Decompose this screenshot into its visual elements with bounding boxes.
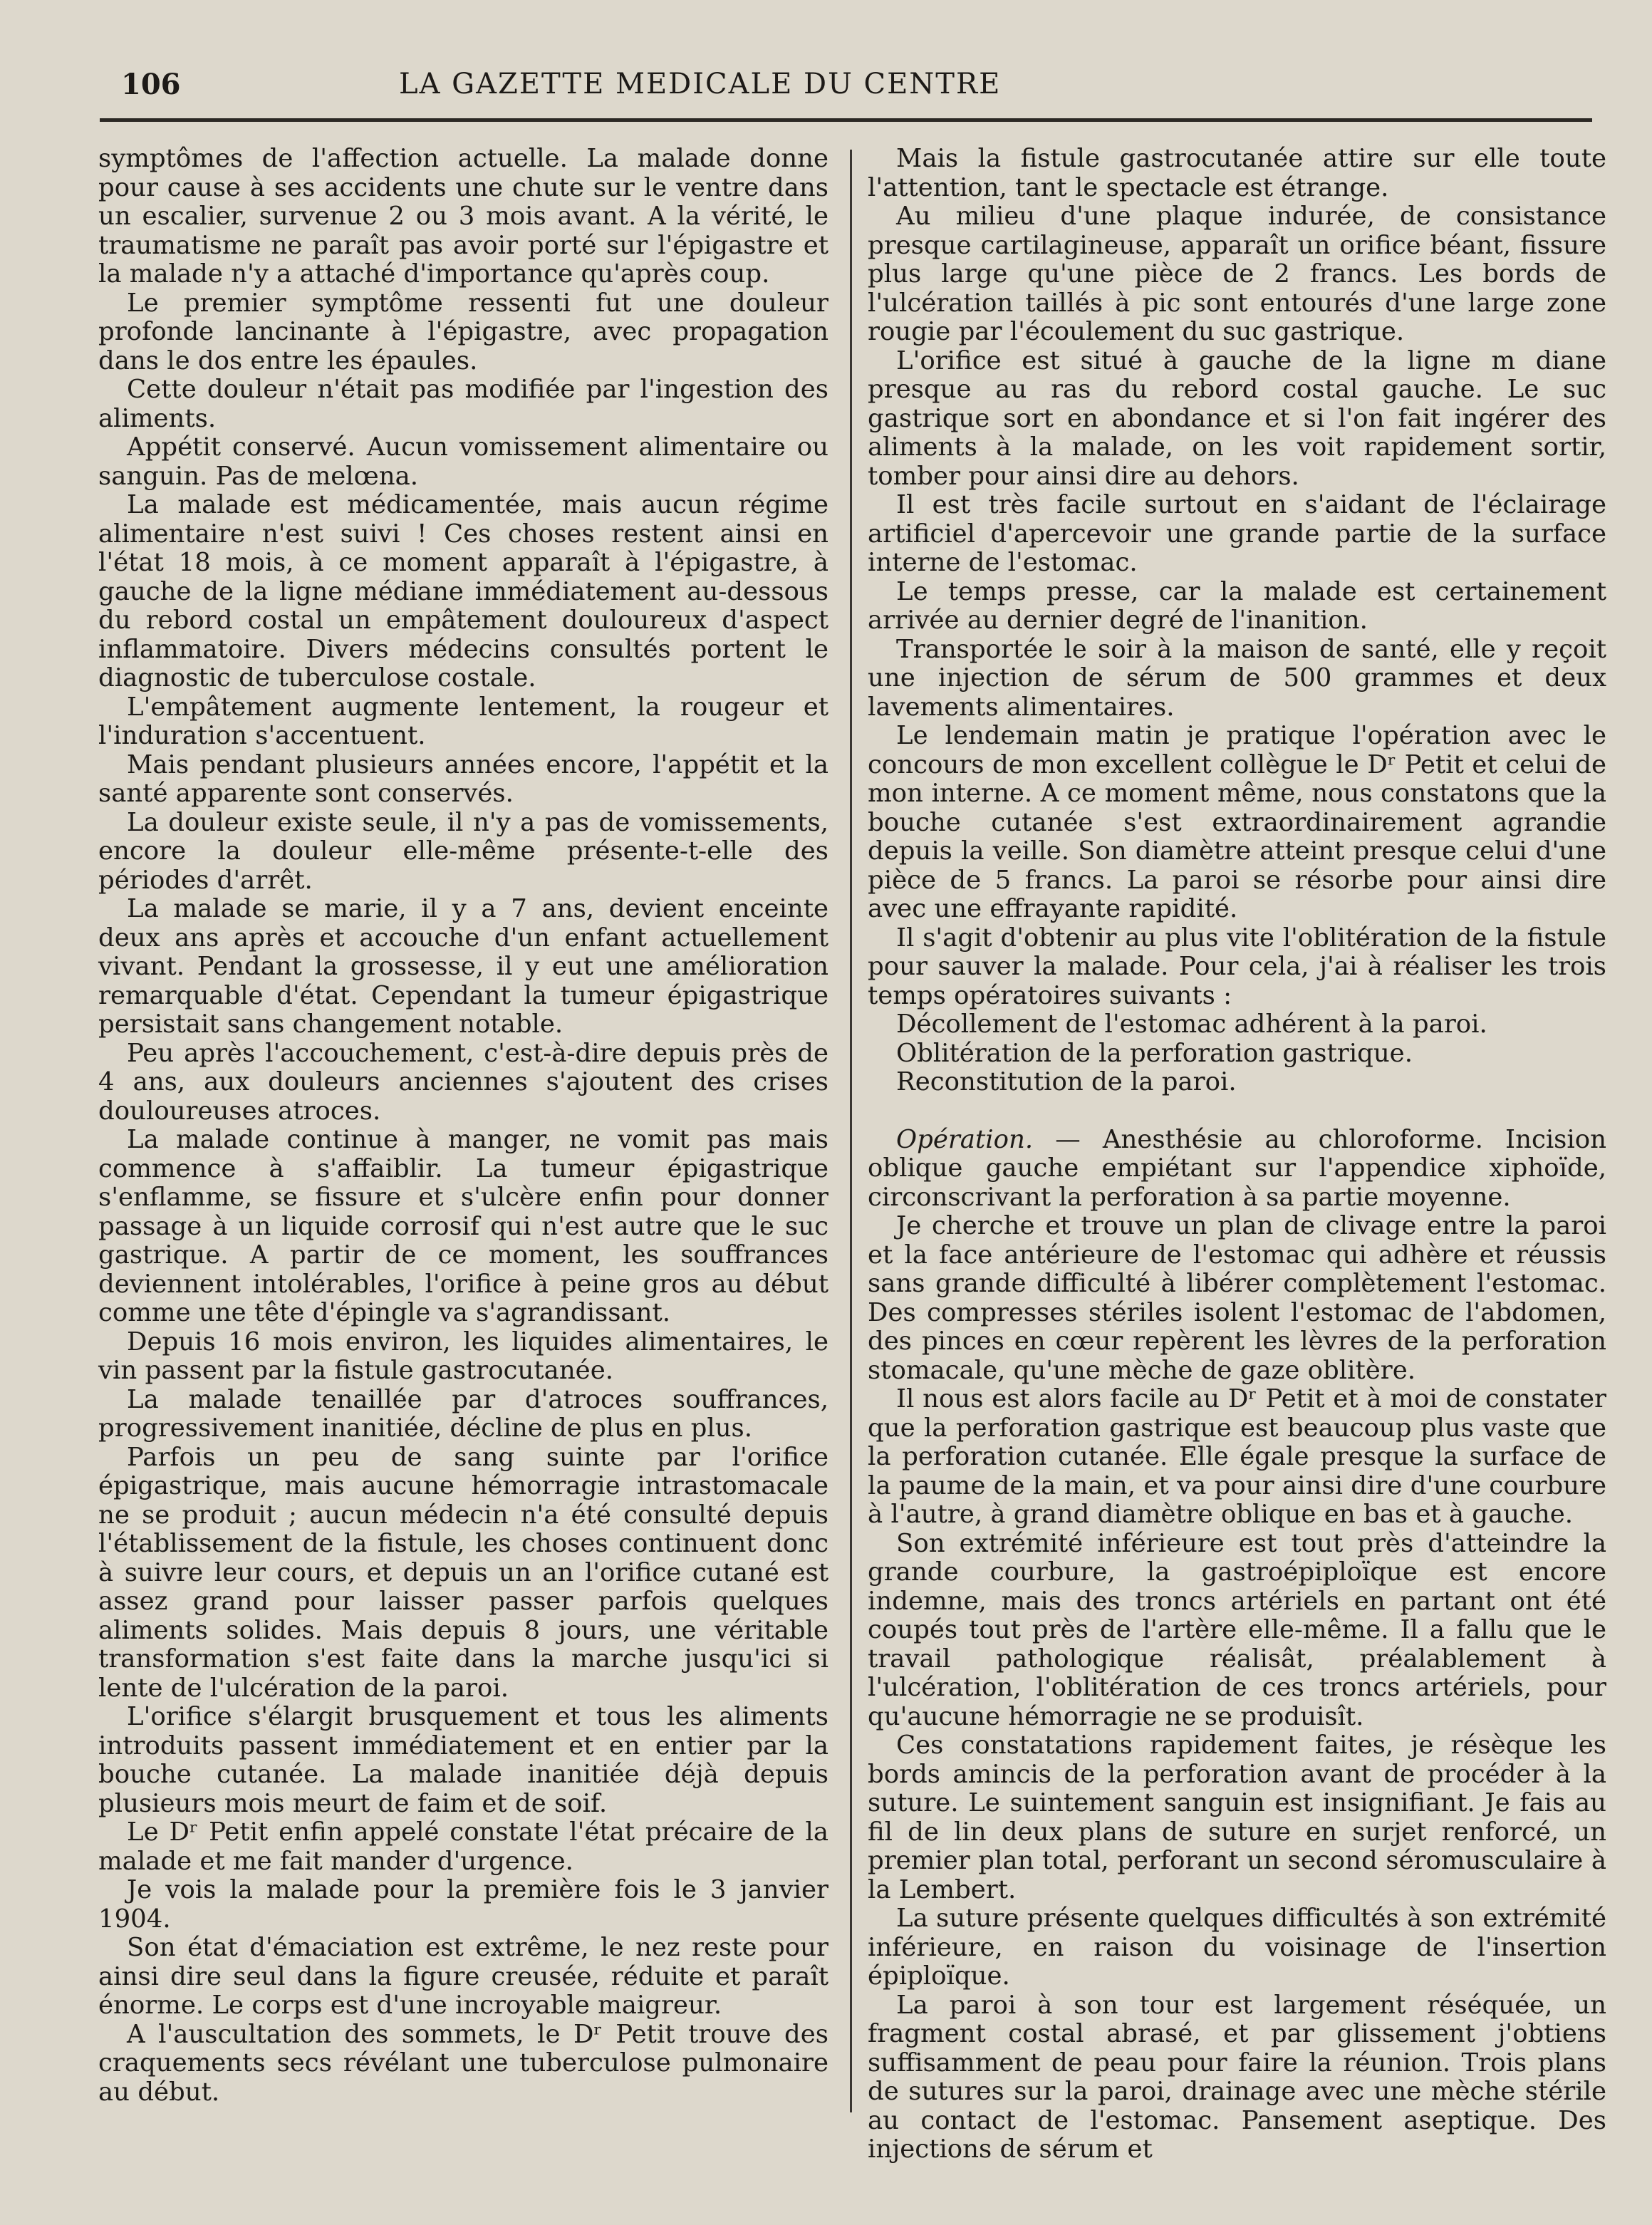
page-number: 106 <box>121 68 181 101</box>
paragraph: Le Dʳ Petit enfin appelé constate l'état précaire de la malade et me fait mander d'urgence. <box>98 1817 828 1876</box>
paragraph: Depuis 16 mois environ, les liquides alimentaires, le vin passent par la fistule gastrocutanée. <box>98 1327 828 1385</box>
paragraph: La malade continue à manger, ne vomit pas mais commence à s'affaiblir. La tumeur épigastrique s'enflamme, se fissure et s'ulcère enfin pour donner passage à un liquide corrosif qui n'est autre que le suc gastrique. A partir de ce moment, les souffrances deviennent intolérables, l'orifice à peine gros au début comme une tête d'épingle va s'agrandissant. <box>98 1125 828 1327</box>
paragraph <box>868 1126 1606 1213</box>
paragraph: La malade se marie, il y a 7 ans, devient enceinte deux ans après et accouche d'un enfant actuellement vivant. Pendant la grossesse, il y eut une amélioration remarquable d'état. Cependant la tumeur épigastrique persistait sans changement notable. <box>98 894 828 1039</box>
paragraph: Parfois un peu de sang suinte par l'orifice épigastrique, mais aucune hémorragie intrastomacale ne se produit ; aucun médecin n'a été consulté depuis l'établissement de la fistule, les choses continuent donc à suivre leur cours, et depuis un an l'orifice cutané est assez grand pour laisser passer parfois quelques aliments solides. Mais depuis 8 jours, une véritable transformation s'est faite dans la marche jusqu'ici si lente de l'ulcération de la paroi. <box>98 1442 828 1703</box>
paragraph: La malade tenaillée par d'atroces souffrances, progressivement inanitiée, décline de plus en plus. <box>98 1384 828 1443</box>
right-column <box>868 145 1606 2164</box>
paragraph: Au milieu d'une plaque indurée, de consistance presque cartilagineuse, apparaît un orifice béant, fissure plus large qu'une pièce de 2 francs. Les bords de l'ulcération taillés à pic sont entourés d'une large zone rougie par l'écoulement du suc gastrique. <box>868 202 1606 346</box>
paragraph: Appétit conservé. Aucun vomissement alimentaire ou sanguin. Pas de melœna. <box>98 432 828 491</box>
paragraph: Mais pendant plusieurs années encore, l'appétit et la santé apparente sont conservés. <box>98 750 828 808</box>
paragraph: Cette douleur n'était pas modifiée par l'ingestion des aliments. <box>98 375 828 433</box>
paragraph: Son état d'émaciation est extrême, le nez reste pour ainsi dire seul dans la figure creusée, réduite et paraît énorme. Le corps est d'une incroyable maigreur. <box>98 1933 828 2020</box>
paragraph: L'orifice est situé à gauche de la ligne m diane presque au ras du rebord costal gauche. Le suc gastrique sort en abondance et si l'on fait ingérer des aliments à la malade, on les voit rapidement sortir, tomber pour ainsi dire au dehors. <box>868 346 1606 491</box>
operative-step: Décollement de l'estomac adhérent à la paroi. <box>896 1010 1487 1039</box>
paragraph: Il est très facile surtout en s'aidant de l'éclairage artificiel d'apercevoir une grande partie de la surface interne de l'estomac. <box>868 490 1606 577</box>
paragraph: Le temps presse, car la malade est certainement arrivée au dernier degré de l'inanition. <box>868 576 1606 635</box>
paragraph-text: — Anesthésie au chloroforme. Incision oblique gauche empiétant sur l'appendice xiphoïde, circonscrivant la perforation à sa partie moyenne. <box>868 1124 1606 1212</box>
paragraph: La suture présente quelques difficultés à son extrémité inférieure, en raison du voisinage de l'insertion épiploïque. <box>868 1904 1606 1991</box>
paragraph: Je vois la malade pour la première fois le 3 janvier 1904. <box>98 1875 828 1934</box>
paragraph: Je cherche et trouve un plan de clivage entre la paroi et la face antérieure de l'estomac qui adhère et réussis sans grande difficulté à libérer complètement l'estomac. Des compresses stériles isolent l'estomac de l'abdomen, des pinces en cœur repèrent les lèvres de la perforation stomacale, qu'une mèche de gaze oblitère. <box>868 1211 1606 1385</box>
section-heading: Opération. <box>896 1124 1034 1154</box>
paragraph: Il s'agit d'obtenir au plus vite l'oblitération de la fistule pour sauver la malade. Pour cela, j'ai à réaliser les trois temps opératoires suivants : <box>868 923 1606 1010</box>
operative-steps-list <box>868 1010 1606 1097</box>
paragraph: Il nous est alors facile au Dʳ Petit et à moi de constater que la perforation gastrique est beaucoup plus vaste que la perforation cutanée. Elle égale presque la surface de la paume de la main, et va pour ainsi dire d'une courbure à l'autre, à grand diamètre oblique en bas et à gauche. <box>868 1384 1606 1529</box>
paragraph: La malade est médicamentée, mais aucun régime alimentaire n'est suivi ! Ces choses restent ainsi en l'état 18 mois, à ce moment apparaît à l'épigastre, à gauche de la ligne médiane immédiatement au-dessous du rebord costal un empâtement douloureux d'aspect inflammatoire. Divers médecins consultés portent le diagnostic de tuberculose costale. <box>98 490 828 693</box>
right-column-bottom <box>868 1126 1606 2164</box>
section-gap <box>868 1097 1606 1126</box>
operative-step: Oblitération de la perforation gastrique. <box>896 1038 1413 1068</box>
header-rule <box>100 118 1592 122</box>
paragraph: Ces constatations rapidement faites, je résèque les bords amincis de la perforation avant de procéder à la suture. Le suintement sanguin est insignifiant. Je fais au fil de lin deux plans de suture en surjet renforcé, un premier plan total, perforant un second séromusculaire à la Lembert. <box>868 1731 1606 1904</box>
paragraph: Peu après l'accouchement, c'est-à-dire depuis près de 4 ans, aux douleurs anciennes s'ajoutent des crises douloureuses atroces. <box>98 1038 828 1126</box>
operative-step: Reconstitution de la paroi. <box>896 1067 1237 1096</box>
paragraph: Le lendemain matin je pratique l'opération avec le concours de mon excellent collègue le Dʳ Petit et celui de mon interne. A ce moment même, nous constatons que la bouche cutanée s'est extraordinairement agrandie depuis la veille. Son diamètre atteint presque celui d'une pièce de 5 francs. La paroi se résorbe pour ainsi dire avec une effrayante rapidité. <box>868 721 1606 923</box>
running-title: LA GAZETTE MEDICALE DU CENTRE <box>399 68 1002 100</box>
column-rule <box>850 150 852 2112</box>
paragraph: L'empâtement augmente lentement, la rougeur et l'induration s'accentuent. <box>98 692 828 750</box>
paragraph: Transportée le soir à la maison de santé, elle y reçoit une injection de sérum de 500 grammes et deux lavements alimentaires. <box>868 634 1606 722</box>
paragraph: Mais la fistule gastrocutanée attire sur elle toute l'attention, tant le spectacle est étrange. <box>868 144 1606 202</box>
paragraph: Le premier symptôme ressenti fut une douleur profonde lancinante à l'épigastre, avec propagation dans le dos entre les épaules. <box>98 288 828 375</box>
paragraph: La douleur existe seule, il n'y a pas de vomissements, encore la douleur elle-même présente-t-elle des périodes d'arrêt. <box>98 807 828 895</box>
paragraph: symptômes de l'affection actuelle. La malade donne pour cause à ses accidents une chute sur le ventre dans un escalier, survenue 2 ou 3 mois avant. A la vérité, le traumatisme ne paraît pas avoir porté sur l'épigastre et la malade n'y a attaché d'importance qu'après coup. <box>98 144 828 289</box>
right-column-top <box>868 145 1606 1010</box>
left-column <box>98 145 828 2107</box>
paragraph: La paroi à son tour est largement réséquée, un fragment costal abrasé, et par glissement j'obtiens suffisamment de peau pour faire la réunion. Trois plans de sutures sur la paroi, drainage avec une mèche stérile au contact de l'estomac. Pansement aseptique. Des injections de sérum et <box>868 1990 1606 2164</box>
paragraph: A l'auscultation des sommets, le Dʳ Petit trouve des craquements secs révélant une tuberculose pulmonaire au début. <box>98 2019 828 2107</box>
paragraph: L'orifice s'élargit brusquement et tous les aliments introduits passent immédiatement et en entier par la bouche cutanée. La malade inanitiée déjà depuis plusieurs mois meurt de faim et de soif. <box>98 1702 828 1818</box>
paragraph: Son extrémité inférieure est tout près d'atteindre la grande courbure, la gastroépiploïque est encore indemne, mais des troncs artériels en partant ont été coupés tout près de l'artère elle-même. Il a fallu que le travail pathologique réalisât, préalablement à l'ulcération, l'oblitération de ces troncs artériels, pour qu'aucune hémorragie ne se produisît. <box>868 1528 1606 1731</box>
